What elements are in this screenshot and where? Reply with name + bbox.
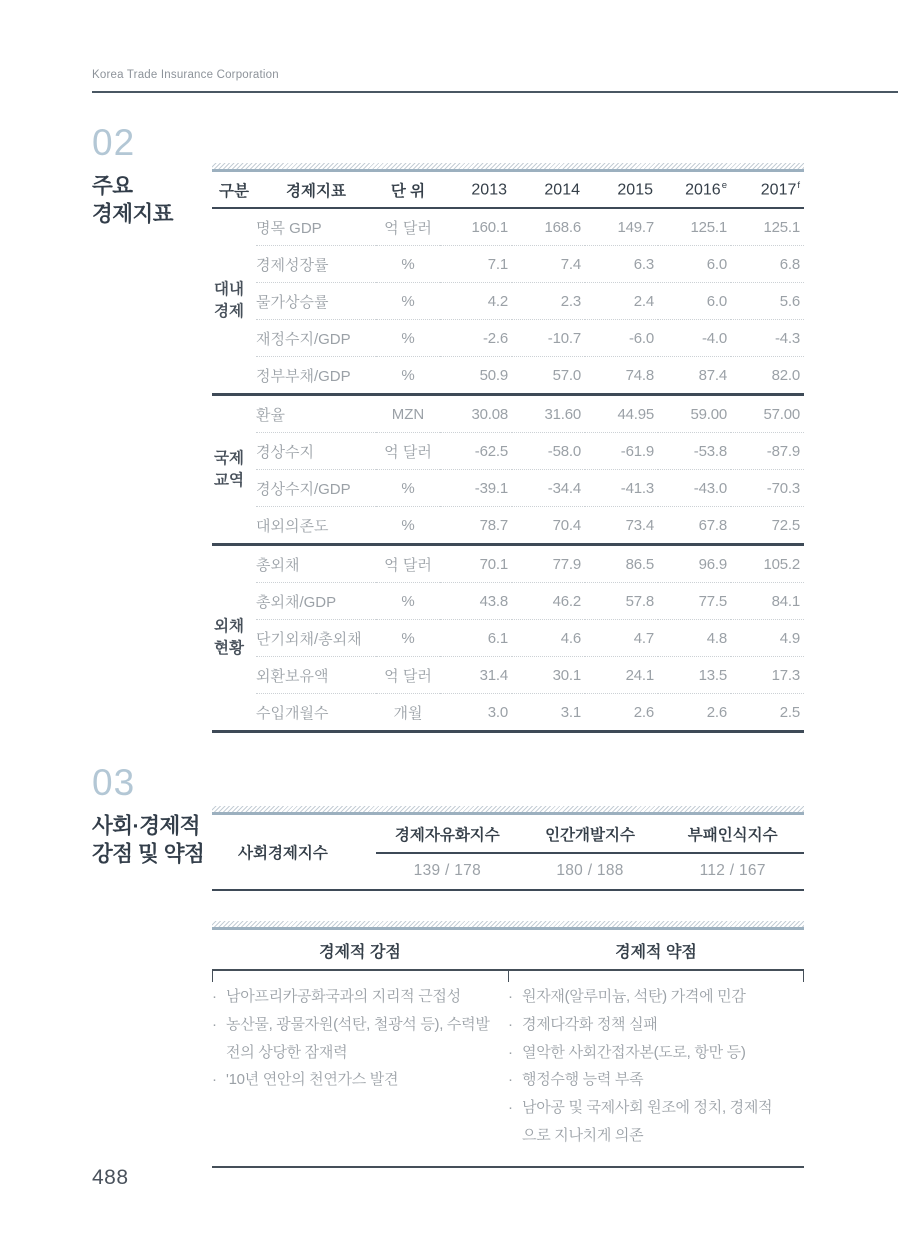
table-row	[212, 208, 804, 246]
value: 125.1	[763, 218, 800, 236]
value: 160.1	[471, 218, 508, 236]
table-row: 대외의존도 % 78.7 70.4 73.4 67.8 72.5	[212, 507, 804, 545]
section-title-line: 사회·경제적	[92, 814, 201, 838]
corporation-logo-text: Korea Trade Insurance Corporation	[92, 69, 279, 81]
table-row: 경제성장률 % 7.1 7.4 6.3 6.0 6.8	[212, 246, 804, 283]
index-headers	[376, 815, 804, 854]
strengths-weaknesses-table	[212, 921, 804, 1168]
strengths-list	[212, 983, 508, 1150]
economic-indicators-table	[212, 163, 804, 733]
index-header: 경제자유화지수	[394, 827, 500, 844]
table-row: 경상수지 억 달러 -62.5 -58.0 -61.9 -53.8 -87.9	[212, 433, 804, 470]
hatch-bar	[212, 163, 804, 172]
index-header: 부패인식지수	[687, 827, 778, 844]
bullet-icon: ·	[508, 1043, 513, 1061]
value: 149.7	[617, 218, 654, 236]
section-number: 03	[92, 762, 136, 803]
section-title	[92, 812, 212, 869]
header-rule	[92, 91, 898, 93]
table-row: 수입개월수 개월 3.0 3.1 2.6 2.6 2.5	[212, 694, 804, 732]
table-row: 물가상승률 % 4.2 2.3 2.4 6.0 5.6	[212, 283, 804, 320]
col-header-unit: 단 위	[376, 172, 440, 208]
index-value: 180 / 188	[556, 862, 624, 879]
bullet-icon: ·	[212, 988, 217, 1005]
col-header-year: 2013	[440, 172, 512, 208]
section-title-line: 강점 및 약점	[92, 842, 205, 867]
table-header-row	[212, 172, 804, 208]
value: 125.1	[690, 218, 727, 236]
table-row: 외환보유액 억 달러 31.4 30.1 24.1 13.5 17.3	[212, 657, 804, 694]
socio-economic-index-table	[212, 806, 804, 891]
page-number: 488	[92, 1166, 129, 1189]
group-domestic-economy	[212, 208, 804, 395]
hatch-bar	[212, 806, 804, 815]
col-header-year: 2014	[512, 172, 585, 208]
hatch-bar	[212, 921, 804, 930]
index-values	[376, 854, 804, 889]
bullet-icon: ·	[508, 988, 513, 1005]
bullet-icon: ·	[508, 1015, 513, 1033]
table-row: 총외채/GDP % 43.8 46.2 57.8 77.5 84.1	[212, 583, 804, 620]
section-title-line: 주요	[92, 174, 133, 198]
strengths-header: 경제적 강점	[319, 944, 401, 961]
col-header-year: 2017$^f$	[731, 172, 804, 208]
table-row: 국제 교역 환율 MZN 30.08 31.60 44.95 59.00 57.00	[212, 395, 804, 433]
header-rule	[212, 969, 804, 981]
col-header-group: 구분	[212, 172, 256, 208]
group-label: 대내 경제	[214, 281, 244, 320]
list-item: · 원자재(알루미늄, 석탄) 가격에 민감	[508, 983, 786, 1011]
list-item: · 행정수행 능력 부족	[508, 1066, 786, 1094]
list-item: · 남아공 및 국제사회 원조에 정치, 경제적으로 지나치게 의존	[508, 1094, 786, 1150]
table-row: 단기외채/총외채 % 6.1 4.6 4.7 4.8 4.9	[212, 620, 804, 657]
bullet-icon: ·	[508, 1071, 513, 1089]
col-header-year: 2016e	[658, 172, 731, 208]
index-row-label: 사회경제지수	[238, 845, 328, 862]
weaknesses-header: 경제적 약점	[615, 944, 697, 961]
list-item: · 남아프리카공화국과의 지리적 근접성	[212, 983, 490, 1011]
table-row: 외채 현황 총외채 억 달러 70.1 77.9 86.5 96.9 105.2	[212, 545, 804, 583]
section-02-title-block	[92, 124, 212, 229]
bullet-icon: ·	[508, 1099, 513, 1116]
value: 168.6	[544, 218, 581, 236]
section-title-line: 경제지표	[92, 202, 174, 227]
table-row: 정부부채/GDP % 50.9 57.0 74.8 87.4 82.0	[212, 357, 804, 395]
indicator-label: 명목 GDP	[256, 219, 322, 237]
bullet-icon: ·	[212, 1015, 217, 1033]
bullet-icon: ·	[212, 1071, 217, 1089]
section-number: 02	[92, 122, 136, 163]
col-header-indicator: 경제지표	[256, 172, 376, 208]
group-label: 외채 현황	[212, 545, 256, 732]
section-title	[92, 172, 212, 229]
list-item: · 농산물, 광물자원(석탄, 철광석 등), 수력발전의 상당한 잠재력	[212, 1011, 490, 1067]
index-header: 인간개발지수	[545, 827, 635, 844]
col-header-year: 2015	[585, 172, 658, 208]
index-value: 112 / 167	[699, 862, 766, 879]
table-row: 재정수지/GDP % -2.6 -10.7 -6.0 -4.0 -4.3	[212, 320, 804, 357]
list-item: · 열악한 사회간접자본(도로, 항만 등)	[508, 1039, 786, 1067]
list-item: · '10년 연안의 천연가스 발견	[212, 1066, 490, 1094]
section-03-title-block	[92, 764, 212, 869]
weaknesses-list	[508, 983, 804, 1150]
index-value: 139 / 178	[413, 862, 481, 879]
group-label: 국제 교역	[212, 395, 256, 545]
group-external-debt	[212, 545, 804, 732]
list-item: · 경제다각화 정책 실패	[508, 1011, 786, 1039]
table-row: 경상수지/GDP % -39.1 -34.4 -41.3 -43.0 -70.3	[212, 470, 804, 507]
unit: 억 달러	[384, 219, 432, 237]
group-international-trade	[212, 395, 804, 545]
